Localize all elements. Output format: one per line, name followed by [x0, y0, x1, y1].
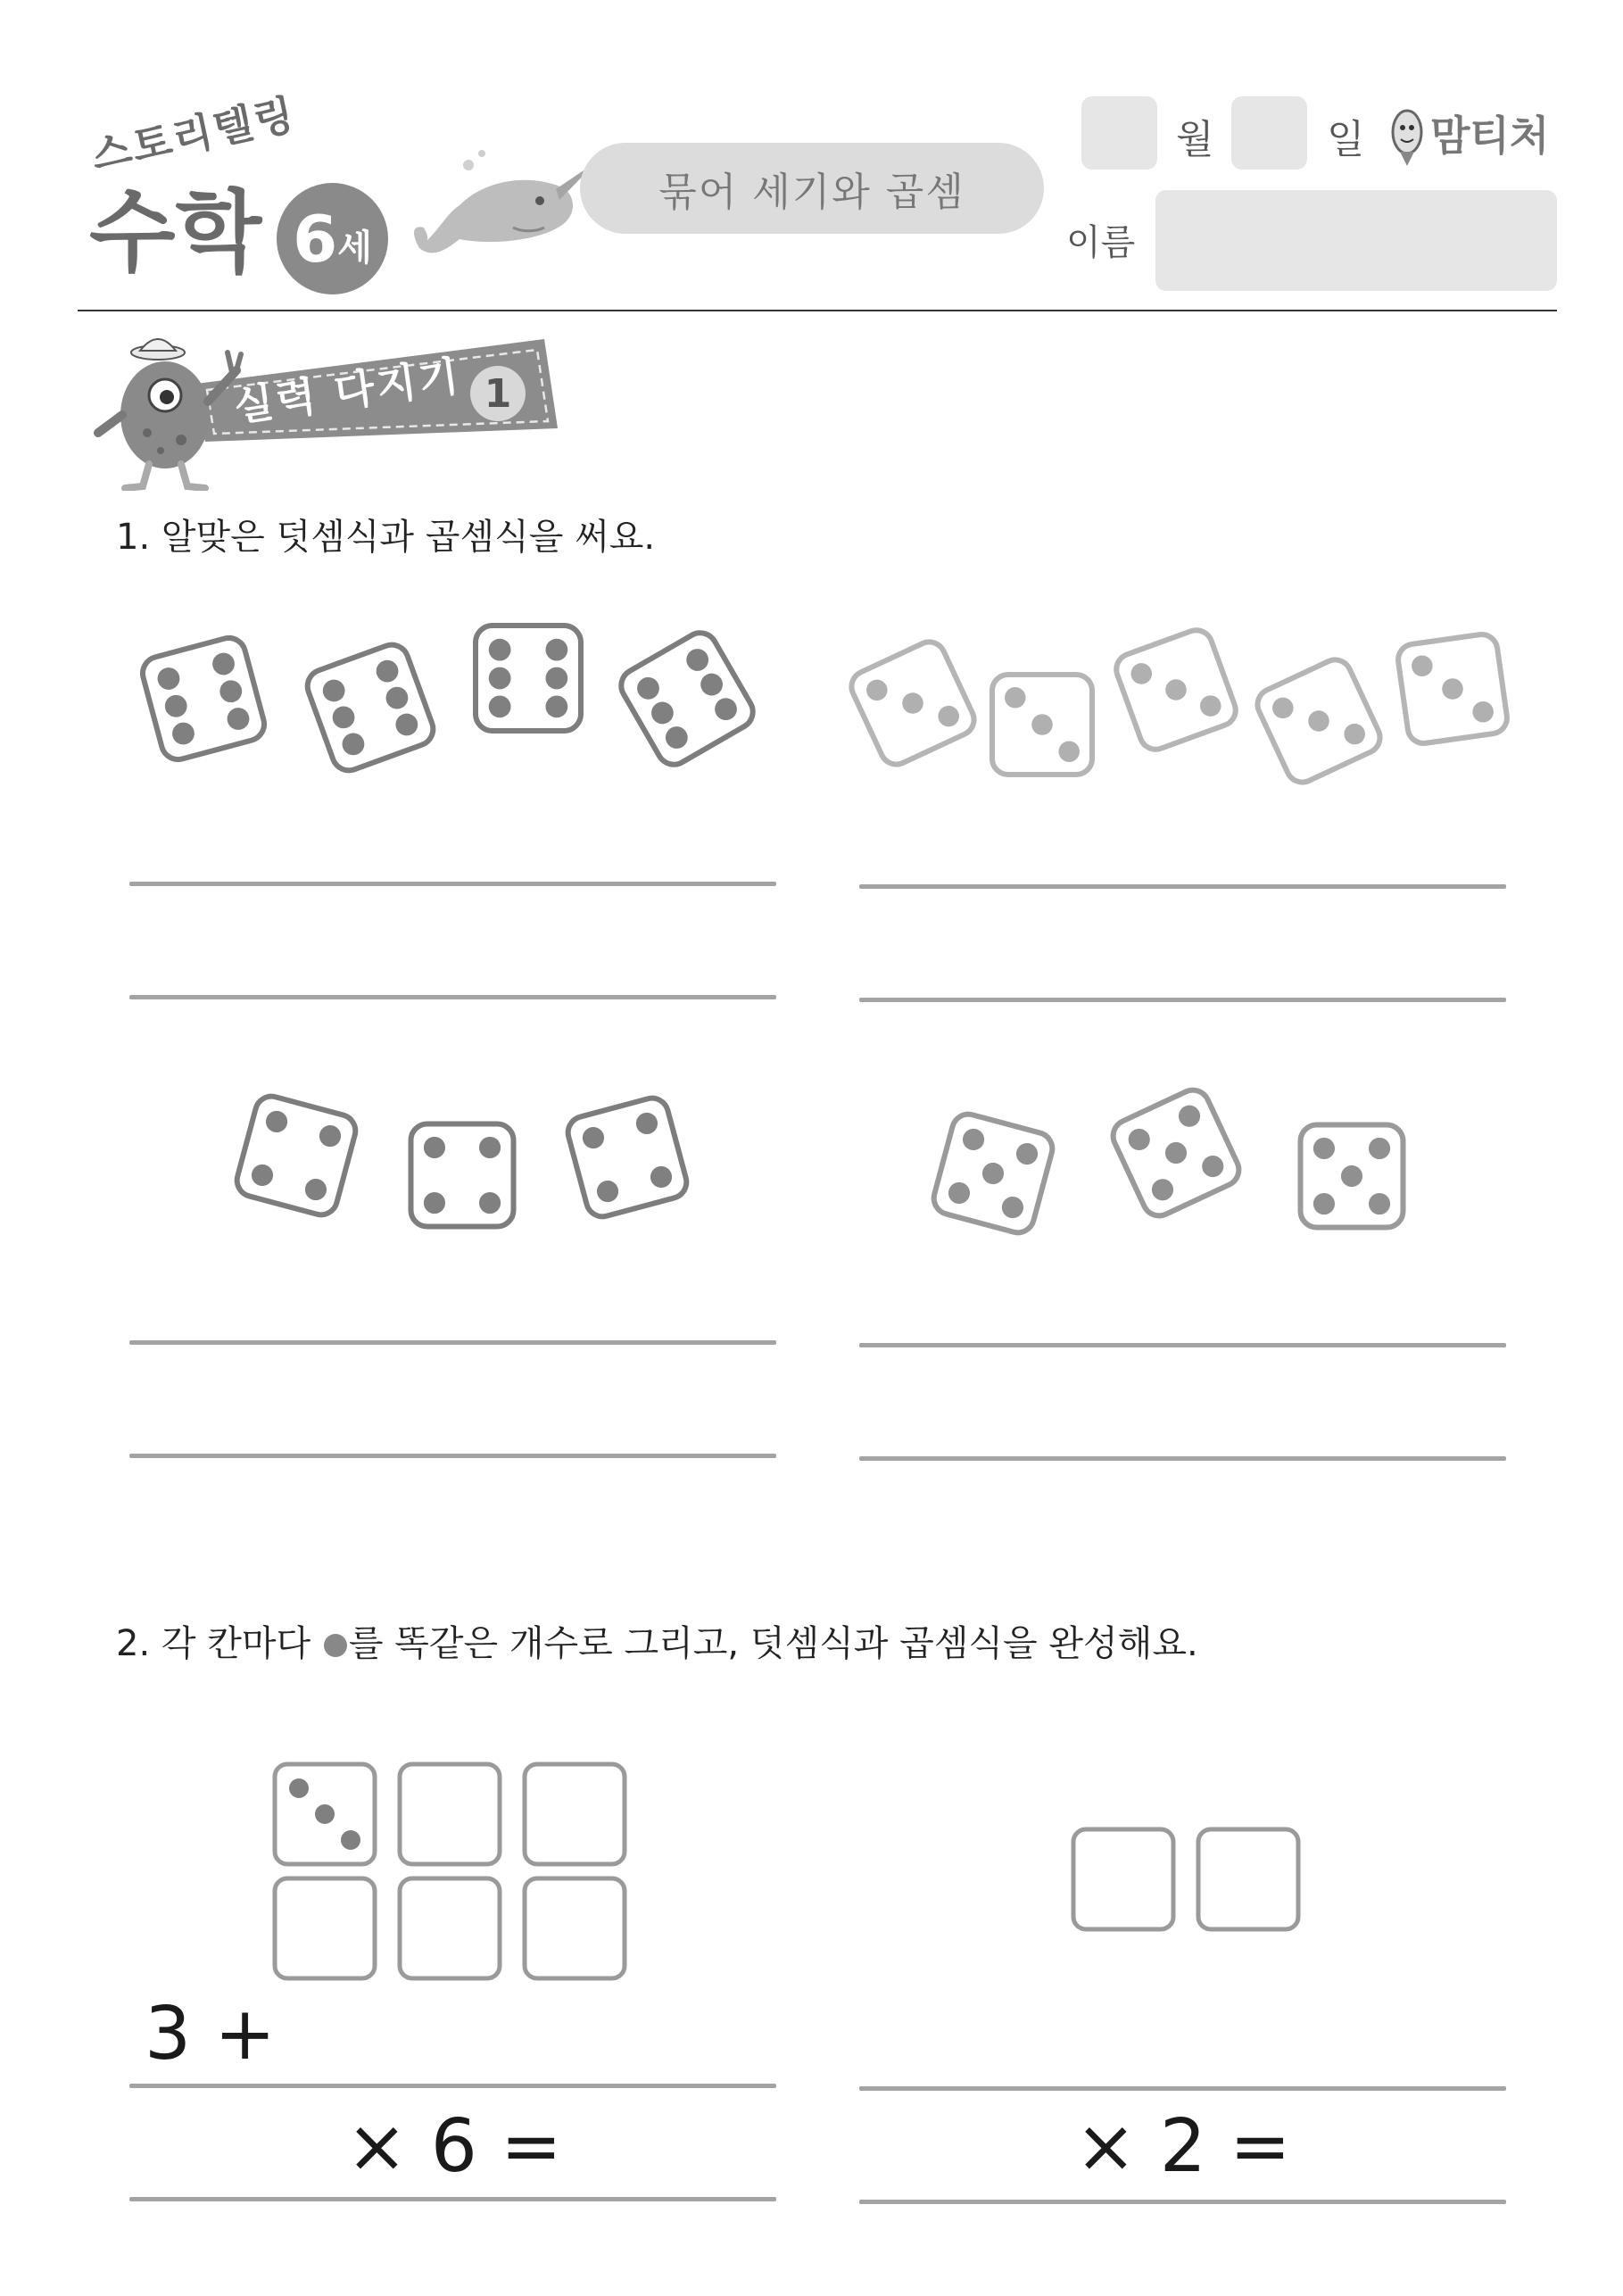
topic-title: 묶어 세기와 곱셈 — [580, 143, 1044, 234]
die-pip — [633, 1110, 660, 1137]
die-pip — [1162, 1139, 1190, 1167]
die-face — [565, 1095, 691, 1221]
die-pip — [863, 676, 890, 704]
die-pip — [424, 1192, 445, 1214]
die-face — [302, 640, 437, 775]
answer-line[interactable] — [129, 1340, 776, 1345]
die-pip — [170, 720, 196, 747]
die-pip — [383, 684, 411, 712]
section-number: 1 — [470, 366, 526, 421]
die-five — [931, 1111, 1056, 1237]
die-pip — [545, 667, 567, 690]
addition-equation-start: 3 + — [145, 1992, 276, 2076]
die-four — [234, 1093, 360, 1219]
answer-box[interactable] — [525, 1878, 625, 1978]
die-pip — [1341, 1165, 1362, 1187]
answer-line[interactable] — [129, 995, 776, 999]
die-pip — [1031, 714, 1053, 735]
die-pip — [545, 639, 567, 661]
dot-symbol-icon — [324, 1634, 347, 1657]
die-six — [302, 640, 437, 775]
die-pip — [218, 678, 244, 705]
die-six — [476, 626, 581, 731]
die-pip — [1411, 654, 1435, 678]
question-2-text-end: 를 똑같은 개수로 그리고, 덧셈식과 곱셈식을 완성해요. — [348, 1623, 1198, 1664]
die-pip — [479, 1192, 501, 1214]
example-pip — [289, 1778, 309, 1798]
die-pip — [479, 1137, 501, 1158]
die-face — [411, 1124, 514, 1227]
die-pip — [545, 695, 567, 717]
answer-box[interactable] — [525, 1764, 625, 1864]
die-pip — [1198, 1152, 1227, 1181]
grade-number: 6 — [293, 201, 338, 277]
logo-series-text: 스토리텔링 — [87, 89, 300, 180]
die-pip — [317, 1123, 344, 1149]
die-pip — [697, 669, 727, 700]
die-pip — [1014, 1140, 1040, 1167]
die-pip — [1128, 660, 1155, 687]
month-label: 월 — [1176, 117, 1214, 162]
die-pip — [1369, 1138, 1390, 1159]
die-pip — [960, 1126, 987, 1153]
die-three — [847, 637, 980, 770]
die-pip — [263, 1108, 290, 1135]
die-pip — [580, 1124, 607, 1151]
answer-box[interactable] — [1198, 1829, 1298, 1929]
die-pip — [249, 1162, 276, 1189]
die-pip — [489, 639, 511, 661]
day-label: 일 — [1327, 117, 1365, 162]
section-title: 실력 다지기 — [230, 351, 464, 431]
die-pip — [683, 645, 713, 676]
die-pip — [1369, 1193, 1390, 1214]
answer-line[interactable] — [859, 1343, 1506, 1347]
answer-line[interactable] — [859, 2200, 1506, 2204]
die-face — [139, 634, 269, 764]
answer-box[interactable] — [275, 1878, 375, 1978]
answer-line[interactable] — [129, 1454, 776, 1458]
die-pip — [898, 689, 926, 717]
die-pip — [1313, 1138, 1335, 1159]
answer-line[interactable] — [859, 2086, 1506, 2091]
die-six — [139, 634, 269, 764]
die-pip — [155, 665, 182, 692]
brand-text: 맘티처 — [1430, 112, 1550, 160]
die-pip — [1125, 1125, 1154, 1154]
logo-subject-text: 수학 — [89, 180, 262, 285]
question-2-text — [116, 1615, 1198, 1666]
die-pip — [633, 673, 664, 703]
die-four — [565, 1095, 691, 1221]
die-five — [1108, 1085, 1245, 1222]
answer-box[interactable] — [1073, 1829, 1173, 1929]
die-pip — [373, 657, 402, 685]
die-pip — [329, 703, 358, 732]
die-pip — [1058, 741, 1080, 762]
die-pip — [1175, 1102, 1204, 1131]
answer-line[interactable] — [129, 2084, 776, 2088]
die-pip — [1269, 694, 1296, 722]
multiplication-equation-left: × 6 = — [346, 2104, 562, 2189]
multiplication-equation-right: × 2 = — [1075, 2104, 1291, 2189]
answer-line[interactable] — [859, 1456, 1506, 1461]
die-pip — [594, 1178, 621, 1205]
die-three — [1253, 655, 1386, 788]
die-pip — [489, 667, 511, 690]
question-2-text-start: 2. 각 칸마다 — [116, 1623, 322, 1664]
die-pip — [999, 1194, 1026, 1221]
grade-suffix: 세 — [337, 228, 372, 269]
answer-line[interactable] — [129, 2197, 776, 2201]
die-five — [1301, 1125, 1404, 1228]
die-pip — [980, 1160, 1006, 1187]
die-pip — [210, 651, 236, 677]
die-pip — [648, 1164, 675, 1190]
die-face — [234, 1093, 360, 1219]
die-three — [1112, 626, 1240, 754]
die-three — [992, 675, 1092, 775]
die-face — [615, 626, 758, 770]
die-pip — [1471, 700, 1495, 724]
answer-box[interactable] — [400, 1764, 500, 1864]
answer-line[interactable] — [129, 882, 776, 886]
die-pip — [393, 710, 421, 739]
die-pip — [489, 695, 511, 717]
answer-box[interactable] — [400, 1878, 500, 1978]
die-pip — [424, 1137, 445, 1158]
example-pip — [341, 1830, 360, 1850]
answer-line[interactable] — [859, 998, 1506, 1002]
die-three — [1396, 633, 1509, 745]
example-pip — [315, 1804, 335, 1824]
die-pip — [302, 1176, 329, 1203]
die-pip — [1341, 720, 1369, 748]
name-label: 이름 — [1066, 222, 1136, 263]
die-pip — [711, 694, 741, 725]
die-pip — [1197, 692, 1224, 719]
die-pip — [319, 676, 348, 705]
die-pip — [225, 705, 252, 732]
die-pip — [946, 1180, 973, 1206]
die-pip — [935, 702, 963, 730]
die-pip — [1313, 1193, 1335, 1214]
die-six — [615, 626, 758, 770]
answer-line[interactable] — [859, 884, 1506, 889]
die-pip — [1304, 707, 1332, 734]
die-pip — [339, 730, 368, 758]
die-pip — [1441, 677, 1465, 701]
question-1-text: 1. 알맞은 덧셈식과 곱셈식을 써요. — [116, 517, 656, 558]
die-pip — [1163, 676, 1189, 703]
die-pip — [661, 723, 691, 753]
die-pip — [1148, 1175, 1177, 1204]
die-pip — [647, 698, 677, 728]
die-pip — [162, 692, 189, 719]
die-pip — [1005, 687, 1026, 709]
die-four — [411, 1124, 514, 1227]
